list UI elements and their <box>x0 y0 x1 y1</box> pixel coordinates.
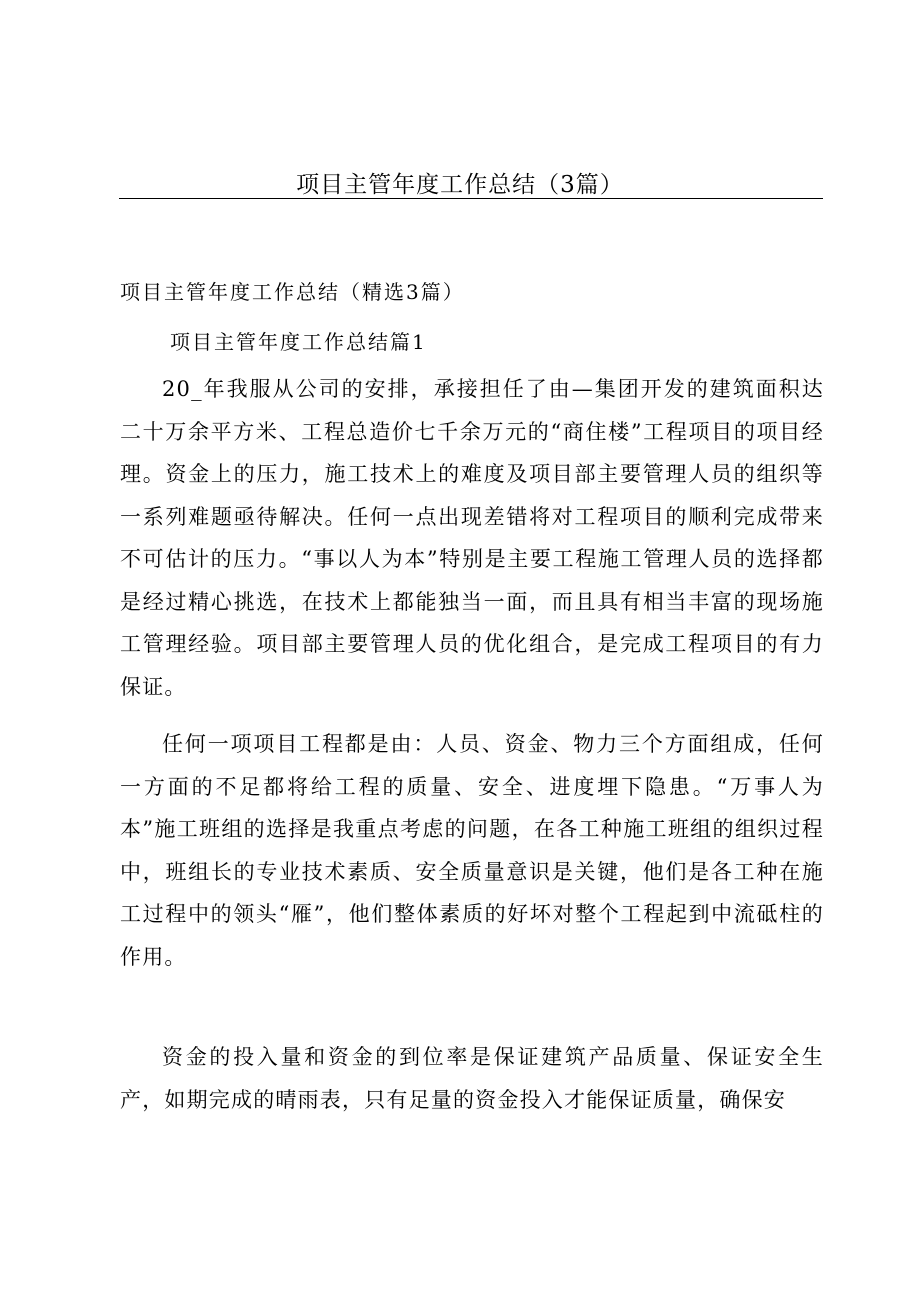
body-paragraph: 20_年我服从公司的安排，承接担任了由—集团开发的建筑面积达二十万余平方米、工程总造价七千余万元的“商住楼”工程项目的项目经理。资金上的压力，施工技术上的难度及项目部主要管理人员的组织等一系列难题亟待解决。任何一点出现差错将对工程项目的顺利完成带来不可估计的压力。“事以人为本”特别是主要工程施工管理人员的选择都是经过精心挑选，在技术上都能独当一面，而且具有相当丰富的现场施工管理经验。项目部主要管理人员的优化组合，是完成工程项目的有力保证。 <box>120 377 824 699</box>
document-heading: 项目主管年度工作总结（精选3篇） <box>120 280 465 304</box>
page-title: 项目主管年度工作总结（3篇） <box>296 172 624 198</box>
section-heading: 项目主管年度工作总结篇1 <box>170 330 427 354</box>
body-paragraph: 资金的投入量和资金的到位率是保证建筑产品质量、保证安全生产，如期完成的晴雨表，只有足量的资金投入才能保证质量，确保安 <box>120 1045 824 1112</box>
body-paragraph: 任何一项项目工程都是由：人员、资金、物力三个方面组成，任何一方面的不足都将给工程的质量、安全、进度埋下隐患。“万事人为本”施工班组的选择是我重点考虑的问题，在各工种施工班组的组织过程中，班组长的专业技术素质、安全质量意识是关键，他们是各工种在施工过程中的领头“雁”，他们整体素质的好坏对整个工程起到中流砥柱的作用。 <box>120 732 824 969</box>
title-divider <box>119 198 823 199</box>
